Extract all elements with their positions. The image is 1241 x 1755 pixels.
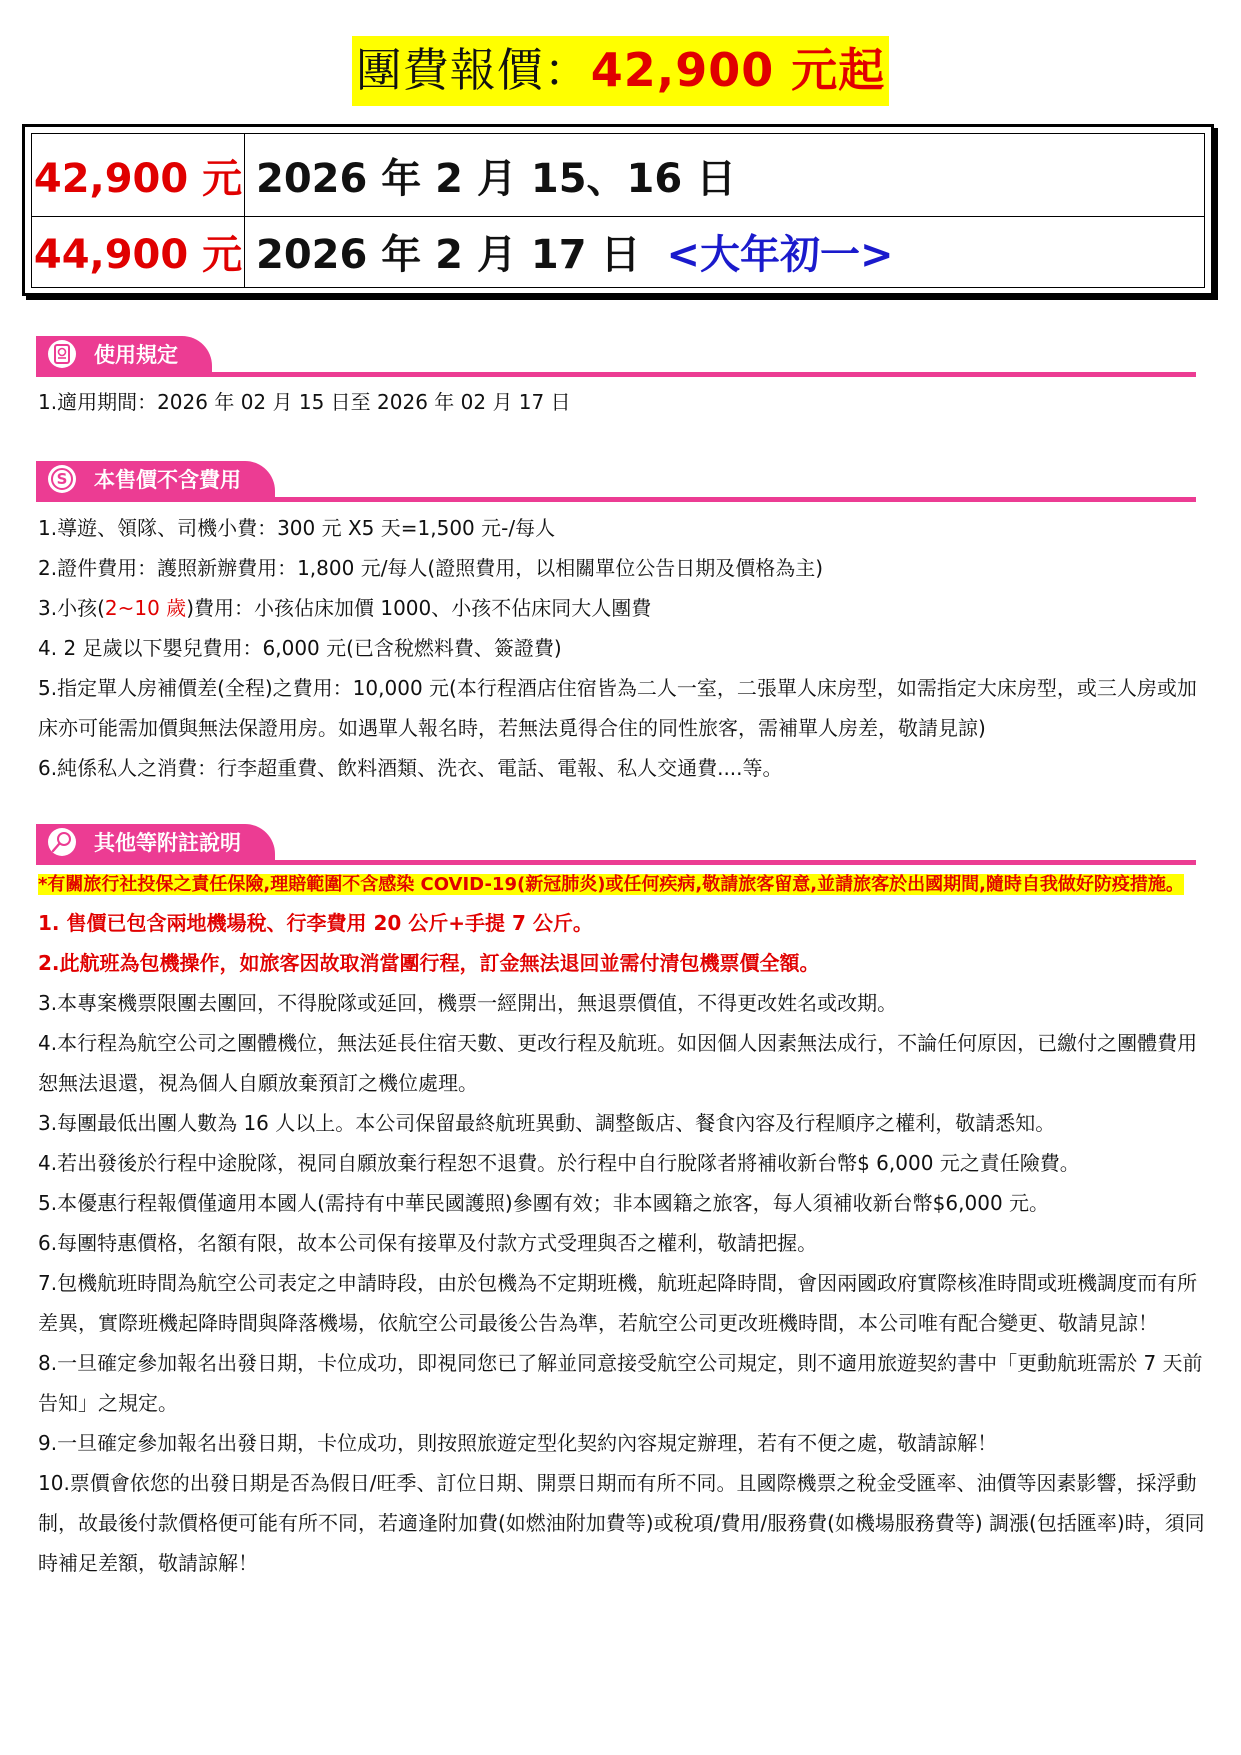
departure-date [256,134,736,216]
section-heading: 本售價不含費用 [94,468,241,492]
section-usage-body [38,382,1206,422]
price-amount: 42,900 元 [32,134,245,216]
note-line: 9.一旦確定參加報名出發日期，卡位成功，則按照旅遊定型化契約內容規定辦理，若有不便之處，敬請諒解！ [38,1431,998,1455]
excluded-line: 6.純係私人之消費：行李超重費、飲料酒類、洗衣、電話、電報、私人交通費....等。 [38,756,783,780]
date-text: 2026 年 2 月 15、16 日 [256,155,737,202]
note-line: 5.本優惠行程報價僅適用本國人(需持有中華民國護照)參團有效；非本國籍之旅客，每人須補收新台幣$6,000 元。 [38,1191,1050,1215]
section-tab [36,461,275,497]
note-line: 3.每團最低出團人數為 16 人以上。本公司保留最終航班異動、調整飯店、餐食內容及行程順序之權利，敬請悉知。 [38,1111,1056,1135]
excluded-line: 4. 2 足歲以下嬰兒費用：6,000 元(已含稅燃料費、簽證費) [38,636,562,660]
covid-notice [38,867,1206,903]
passport-icon [48,340,76,368]
svg-text:S: S [56,470,68,488]
date-tag: <大年初一> [666,231,894,278]
section-heading: 使用規定 [94,343,178,367]
excluded-line: 5.指定單人房補價差(全程)之費用：10,000 元(本行程酒店住宿皆為二人一室，二張單人床房型，如需指定大床房型，或三人房或加床亦可能需加價與無法保證用房。如遇單人報名時，若無法覓得合住的同性旅客，需補單人房差，敬請見諒) [38,676,1197,740]
dollar-icon [48,465,76,493]
section-divider [36,372,1196,377]
section-notes-body [38,867,1206,1583]
note-line: 3.本專案機票限團去團回，不得脫隊或延回，機票一經開出，無退票價值，不得更改姓名或改期。 [38,991,898,1015]
note-line: 6.每團特惠價格，名額有限，故本公司保有接單及付款方式受理與否之權利，敬請把握。 [38,1231,818,1255]
child-line-post: )費用：小孩佔床加價 1000、小孩不佔床同大人團費 [186,596,652,620]
child-age-range: 2~10 歲 [104,596,187,620]
covid-notice-text: *有關旅行社投保之責任保險,理賠範圍不含感染 COVID-19(新冠肺炎)或任何疾病,敬請旅客留意,並請旅客於出國期間,隨時自我做好防疫措施。 [38,874,1184,895]
note-line: 8.一旦確定參加報名出發日期，卡位成功，即視同您已了解並同意接受航空公司規定，則不適用旅遊契約書中「更動航班需於 7 天前告知」之規定。 [38,1351,1203,1415]
section-notes [36,824,1196,868]
price-row [31,133,1205,217]
price-row [31,215,1205,288]
section-usage-rules [36,336,1196,380]
excluded-line-child [38,588,1206,628]
section-excluded-costs [36,461,1196,505]
section-tab [36,336,212,372]
note-line: 4.若出發後於行程中途脫隊，視同自願放棄行程恕不退費。於行程中自行脫隊者將補收新台幣$ 6,000 元之責任險費。 [38,1151,1080,1175]
section-divider [36,497,1196,502]
page-title [352,36,890,106]
usage-line: 1.適用期間：2026 年 02 月 15 日至 2026 年 02 月 17 日 [38,390,571,414]
note-line: 7.包機航班時間為航空公司表定之申請時段，由於包機為不定期班機，航班起降時間，會因兩國政府實際核准時間或班機調度而有所差異，實際班機起降時間與降落機場，依航空公司最後公告為準，若航空公司更改班機時間，本公司唯有配合變更、敬請見諒！ [38,1271,1198,1335]
price-amount: 44,900 元 [32,215,245,287]
section-divider [36,860,1196,865]
note-line: 10.票價會依您的出發日期是否為假日/旺季、訂位日期、開票日期而有所不同。且國際機票之稅金受匯率、油價等因素影響，採浮動制，故最後付款價格便可能有所不同，若適逢附加費(如燃油附加費等)或稅項/費用/服務費(如機場服務費等) 調漲(包括匯率)時，須同時補足差額，敬請諒解！ [38,1471,1205,1575]
excluded-line: 2.證件費用：護照新辦費用：1,800 元/每人(證照費用，以相關單位公告日期及價格為主) [38,556,824,580]
magnifier-icon [48,828,76,856]
excluded-line: 1.導遊、領隊、司機小費：300 元 X5 天=1,500 元-/每人 [38,516,556,540]
section-tab [36,824,275,860]
departure-date [256,215,893,287]
section-excluded-body [38,508,1206,788]
price-table [22,124,1214,296]
title-prefix: 團費報價： [355,43,591,97]
section-heading: 其他等附註說明 [94,831,241,855]
note-line-important: 2.此航班為包機操作，如旅客因故取消當團行程，訂金無法退回並需付清包機票價全額。 [38,951,820,975]
child-line-pre: 3.小孩( [38,596,105,620]
note-line: 4.本行程為航空公司之團體機位，無法延長住宿天數、更改行程及航班。如因個人因素無法成行，不論任何原因，已繳付之團體費用恕無法退還，視為個人自願放棄預訂之機位處理。 [38,1031,1198,1095]
note-line-important: 1. 售價已包含兩地機場稅、行李費用 20 公斤+手提 7 公斤。 [38,911,593,935]
title-wrap [0,36,1241,106]
title-price: 42,900 元起 [590,43,886,97]
date-text: 2026 年 2 月 17 日 [256,231,641,278]
